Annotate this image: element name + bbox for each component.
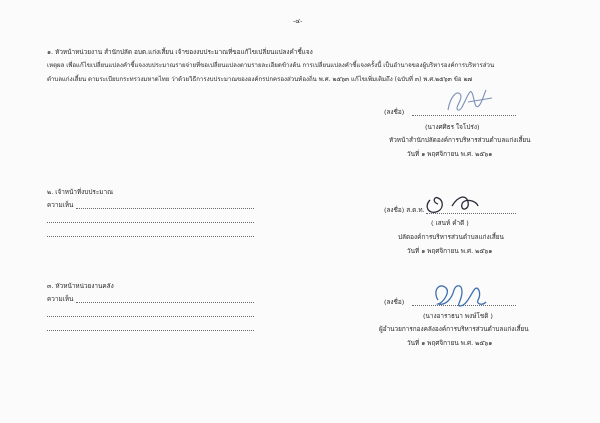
section2-sign-label: (ลงชื่อ) ส.ต.ท. [384,206,425,214]
section2-name: ( เสนห์ คำดี ) [431,219,469,227]
section2-opinion-line-2 [47,222,254,223]
section3-name: (นางอาราธนา พงษ์โชติ ) [423,312,493,320]
section1-reason-line2: ตำบลแก่งเสี้ยน ตามระเบียบกระทรวงมหาดไทย ว่าด้วยวิธีการงบประมาณขององค์กรปกครองส่วนท้องถิ่น พ.ศ. ๒๕๖๓ แก้ไขเพิ่มเติมถึง (ฉบับที่ ๓) พ.ศ.๒๕๖๓ ข้อ ๒๗ [47,76,473,83]
section1-position: หัวหน้าสำนักปลัดองค์การบริหารส่วนตำบลแก่งเสี้ยน [389,136,531,144]
section1-heading: ๑. หัวหน้าหน่วยงาน สำนักปลัด อบต.แก่งเสี้ยน เจ้าของงบประมาณที่ขอแก้ไขเปลี่ยนแปลงคำชี้แจง [47,48,313,56]
section1-date: วันที่ ๑ พฤศจิกายน พ.ศ. ๒๕๖๑ [407,150,493,158]
section1-sign-label: (ลงชื่อ) [384,108,405,116]
page-number: -๔- [293,17,303,25]
section3-position: ผู้อำนวยการกองคลังองค์การบริหารส่วนตำบลแก่งเสี้ยน [379,325,529,333]
section1-name: (นางศศิธร ใจโปร่ง) [425,123,480,131]
section3-opinion-label: ความเห็น [47,295,74,303]
section2-opinion-label: ความเห็น [47,201,74,209]
section2-signature-image [416,186,496,218]
section3-opinion-line-2 [47,316,254,317]
section2-opinion-line-3 [47,236,254,237]
section3-sign-label: (ลงชื่อ) [384,298,405,306]
section3-signature-image [426,276,498,316]
section1-reason-line1: เหตุผล เพื่อแก้ไขเปลี่ยนแปลงคำชี้แจงงบประมาณรายจ่ายที่ขอเปลี่ยนแปลงตามรายละเอียดข้างต้น การเปลี่ยนแปลงคำชี้แจงครั้งนี้ เป็นอำนาจของผู้บริหารองค์การบริหารส่วน [47,62,495,69]
section3-opinion-line-3 [47,330,254,331]
section2-date: วันที่ ๑ พฤศจิกายน พ.ศ. ๒๕๖๑ [407,247,493,255]
section2-opinion-line-1 [76,208,254,209]
section1-signature-image [440,84,500,118]
section3-date: วันที่ ๑ พฤศจิกายน พ.ศ. ๒๕๖๑ [407,339,493,347]
section3-opinion-line-1 [76,302,254,303]
section2-position: ปลัดองค์การบริหารส่วนตำบลแก่งเสี้ยน [398,233,504,241]
section2-heading: ๒. เจ้าหน้าที่งบประมาณ [47,188,114,196]
section3-heading: ๓. หัวหน้าหน่วยงานคลัง [47,282,114,290]
